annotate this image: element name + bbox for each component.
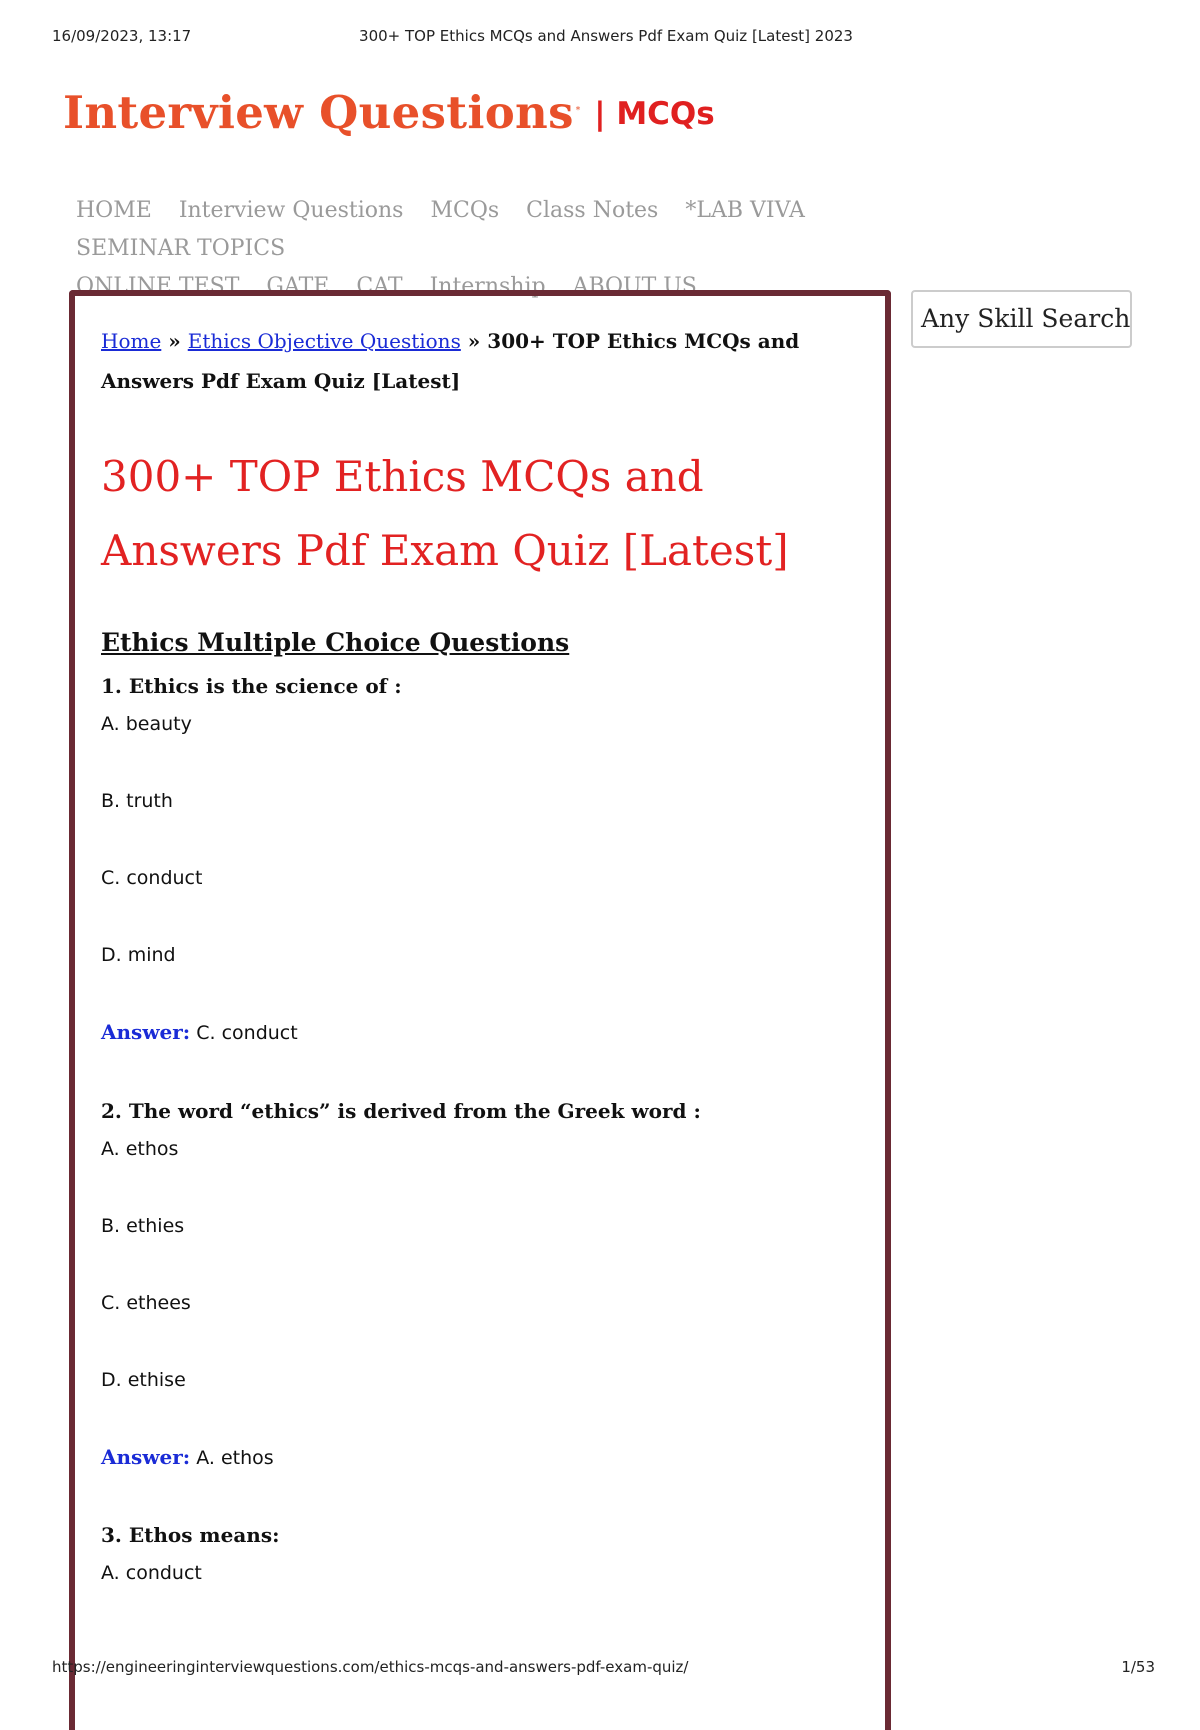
nav-item-lab-viva[interactable]: *LAB VIVA	[685, 198, 805, 223]
page-url: https://engineeringinterviewquestions.com/ethics-mcqs-and-answers-pdf-exam-quiz/	[52, 1658, 689, 1676]
nav-item-about-us[interactable]: ABOUT US	[572, 274, 697, 299]
answer-label: Answer:	[101, 1020, 191, 1044]
nav-item-internship[interactable]: Internship	[429, 274, 546, 299]
answer-value: C. conduct	[196, 1022, 298, 1044]
site-subtitle[interactable]: | MCQs	[594, 96, 715, 132]
print-datetime: 16/09/2023, 13:17	[52, 27, 192, 45]
page-number: 1/53	[1121, 1658, 1155, 1676]
main-nav	[76, 192, 1056, 306]
question-block	[101, 667, 861, 1051]
breadcrumb	[101, 321, 861, 401]
print-title: 300+ TOP Ethics MCQs and Answers Pdf Exam Quiz [Latest] 2023	[359, 27, 853, 45]
search-input[interactable]: Any Skill Search	[911, 290, 1132, 348]
nav-item-seminar-topics[interactable]: SEMINAR TOPICS	[76, 236, 286, 261]
breadcrumb-category-link[interactable]: Ethics Objective Questions	[187, 329, 461, 353]
answer-option: C. conduct	[101, 867, 203, 889]
breadcrumb-home-link[interactable]: Home	[101, 329, 162, 353]
nav-item-home[interactable]: HOME	[76, 198, 152, 223]
answer-option: B. ethies	[101, 1215, 185, 1237]
nav-item-mcqs[interactable]: MCQs	[430, 198, 500, 223]
answer-label: Answer:	[101, 1445, 191, 1469]
nav-item-gate[interactable]: GATE	[266, 274, 330, 299]
answer-value: A. ethos	[196, 1447, 274, 1469]
nav-item-interview-questions[interactable]: Interview Questions	[178, 198, 404, 223]
answer-line	[101, 1438, 861, 1476]
section-heading: Ethics Multiple Choice Questions	[101, 628, 570, 657]
question-block	[101, 1516, 861, 1631]
answer-option: D. ethise	[101, 1369, 186, 1391]
nav-item-online-test[interactable]: ONLINE TEST	[76, 274, 240, 299]
question-text: 3. Ethos means:	[101, 1523, 280, 1547]
answer-option: C. ethees	[101, 1292, 191, 1314]
page-title: 300+ TOP Ethics MCQs and Answers Pdf Exam Quiz [Latest]	[101, 452, 789, 575]
question-text: 1. Ethics is the science of :	[101, 674, 402, 698]
site-header	[63, 86, 715, 139]
question-block	[101, 1092, 861, 1476]
breadcrumb-current: 300+ TOP Ethics MCQs and Answers Pdf Exam Quiz [Latest]	[101, 329, 800, 393]
answer-line	[101, 1013, 861, 1051]
answer-option: A. beauty	[101, 713, 192, 735]
answer-option: A. ethos	[101, 1138, 179, 1160]
answer-option: A. conduct	[101, 1562, 202, 1584]
nav-item-cat[interactable]: CAT	[356, 274, 403, 299]
breadcrumb-separator: »	[161, 329, 188, 353]
answer-option: D. mind	[101, 944, 176, 966]
breadcrumb-separator: »	[460, 329, 488, 353]
site-logo[interactable]: Interview Questions	[63, 86, 574, 139]
answer-option: B. truth	[101, 790, 173, 812]
question-text: 2. The word “ethics” is derived from the Greek word :	[101, 1099, 701, 1123]
nav-item-class-notes[interactable]: Class Notes	[526, 198, 659, 223]
site-trademark: *	[575, 106, 581, 116]
